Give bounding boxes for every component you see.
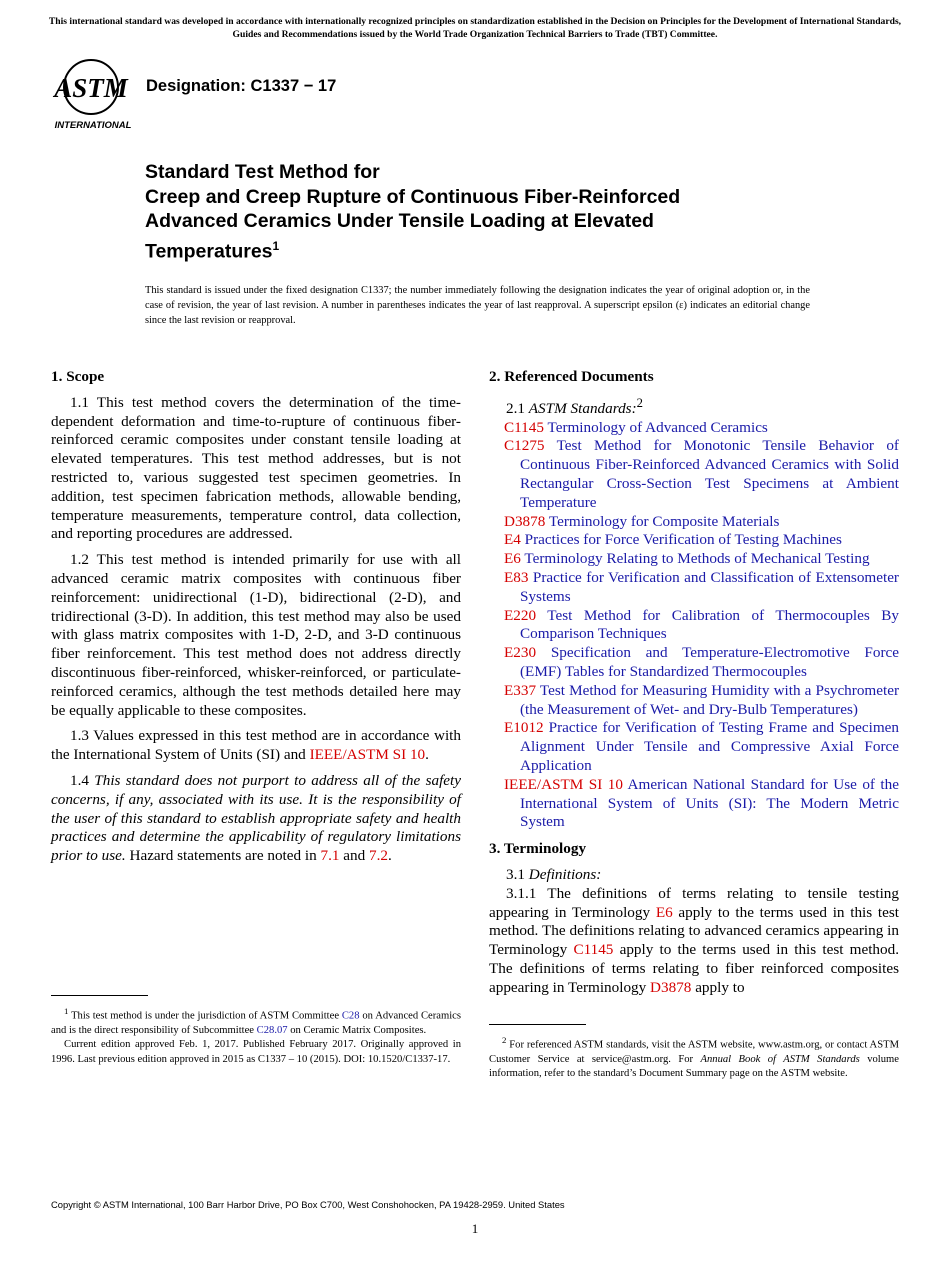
reference-code-link[interactable]: E230 bbox=[504, 644, 537, 662]
reference-code-link[interactable]: E6 bbox=[504, 550, 521, 568]
link-c28[interactable]: C28 bbox=[341, 1010, 360, 1022]
issued-note: This standard is issued under the fixed designation C1337; the number immediately following the designation indicates the year of original adoption or, in the case of revision, the year of last revision. A number in parentheses indicates the year of last reapproval. A superscript epsilon (ε) indicates an editorial change since the last revision or reapproval. bbox=[145, 285, 810, 326]
astm-logo-icon bbox=[52, 57, 136, 133]
reference-item bbox=[489, 682, 899, 720]
reference-item bbox=[489, 776, 899, 832]
reference-list bbox=[489, 419, 899, 833]
link-7-2[interactable]: 7.2 bbox=[369, 847, 389, 865]
paragraph-1-4: 1.4 This standard does not purport to address all of the safety concerns, if any, associated with its use. It is the responsibility of the user of this standard to establish appropriate safety and health practices and determine the applicability of regulatory limitations prior to use. Hazard statements are noted in 7.1 and 7.2. bbox=[51, 771, 461, 865]
left-column bbox=[51, 368, 461, 873]
copyright-line: Copyright © ASTM International, 100 Barr Harbor Drive, PO Box C700, West Conshohocken, PA 19428-2959. United States bbox=[51, 1199, 565, 1210]
footnote-rule bbox=[51, 995, 148, 996]
title-line: Standard Test Method for bbox=[145, 161, 380, 183]
logo-letters: ASTM bbox=[54, 73, 128, 103]
paragraph-1-1: 1.1 This test method covers the determination of the time-dependent deformation and time-to-rupture of continuous fiber-reinforced ceramic composites under constant tensile loading at elevated temperatures. This test method addresses, but is not restricted to, various suggested test specimen geometries. In addition, test specimen fabrication methods, allowable bending, temperature measurements, temperature control, data collection, and reporting procedures are addressed. bbox=[51, 393, 461, 543]
reference-item bbox=[489, 437, 899, 512]
reference-code-link[interactable]: C1275 bbox=[504, 437, 545, 455]
reference-item bbox=[489, 719, 899, 775]
reference-title-link[interactable]: Practice for Verification and Classification of Extensometer Systems bbox=[520, 569, 899, 605]
reference-code-link[interactable]: D3878 bbox=[504, 512, 546, 530]
reference-code-link[interactable]: E220 bbox=[504, 606, 537, 624]
title-line: Creep and Creep Rupture of Continuous Fiber-Reinforced bbox=[145, 185, 681, 208]
link-ieee-astm-si-10[interactable]: IEEE/ASTM SI 10 bbox=[309, 746, 426, 764]
reference-item bbox=[489, 550, 899, 569]
reference-title-link[interactable]: Test Method for Measuring Humidity with a Psychrometer (the Measurement of Wet- and Dry-Bulb Temperatures) bbox=[520, 681, 900, 718]
footnote-1-edition: Current edition approved Feb. 1, 2017. Published February 2017. Originally approved in 1996. Last previous edition approved in 2015 as C1337 – 10 (2015). DOI: 10.1520/C1337-17. bbox=[51, 1039, 461, 1065]
designation: Designation: C1337 − 17 bbox=[146, 77, 337, 95]
paragraph-3-1-1: 3.1.1 The definitions of terms relating to tensile testing appearing in Terminology E6 apply to the terms used in this test method. The definitions relating to advanced ceramics appearing in Terminology C1145 apply to the terms used in this test method. The definitions of terms relating to fiber reinforced composites appearing in Terminology D3878 apply to bbox=[489, 884, 899, 996]
reference-item bbox=[489, 644, 899, 682]
page-number: 1 bbox=[471, 1221, 479, 1236]
section-heading-referenced-documents: 2. Referenced Documents bbox=[489, 368, 654, 385]
link-d3878[interactable]: D3878 bbox=[650, 978, 692, 996]
reference-code-link[interactable]: E337 bbox=[504, 681, 537, 699]
link-7-1[interactable]: 7.1 bbox=[320, 847, 340, 865]
reference-title-link[interactable]: Terminology of Advanced Ceramics bbox=[547, 418, 768, 436]
reference-code-link[interactable]: IEEE/ASTM SI 10 bbox=[504, 775, 623, 793]
title-line: Temperatures$^1$ bbox=[145, 238, 280, 262]
reference-title-link[interactable]: Specification and Temperature-Electromotive Force (EMF) Tables for Standardized Thermocouples bbox=[520, 644, 900, 681]
reference-title-link[interactable]: Terminology for Composite Materials bbox=[548, 512, 780, 530]
paragraph-1-2: 1.2 This test method is intended primarily for use with all advanced ceramic matrix composites with continuous fiber reinforcement: unidirectional (1-D), bidirectional (2-D), and tridirectional (3-D). In addition, this test method may also be used with glass matrix composites with 1-D, 2-D, and 3-D continuous fiber reinforcement. This test method does not address directly discontinuous fiber-reinforced, whisker-reinforced, or particulate-reinforced ceramics, although the test methods detailed here may be equally applicable to these composites. bbox=[51, 551, 461, 719]
reference-code-link[interactable]: E83 bbox=[504, 569, 529, 587]
reference-code-link[interactable]: C1145 bbox=[504, 418, 544, 436]
title-line: Advanced Ceramics Under Tensile Loading at Elevated bbox=[145, 210, 654, 232]
document-title bbox=[145, 160, 845, 264]
link-e6[interactable]: E6 bbox=[655, 903, 673, 921]
reference-item bbox=[489, 531, 899, 550]
reference-item bbox=[489, 419, 899, 438]
reference-title-link[interactable]: Terminology Relating to Methods of Mechanical Testing bbox=[524, 550, 870, 568]
reference-code-link[interactable]: E1012 bbox=[504, 719, 544, 737]
reference-item bbox=[489, 569, 899, 607]
subsection-3-1: 3.1 Definitions: bbox=[506, 865, 602, 883]
footnote-2: $^2$ For referenced ASTM standards, visit the ASTM website, www.astm.org, or contact ASTM Customer Service at service@astm.org. For Annual Book of ASTM Standards volume information, refer to the standard’s Document Summary page on the ASTM website. bbox=[489, 1035, 899, 1080]
reference-title-link[interactable]: Practice for Verification of Testing Frame and Specimen Alignment Under Tensile and Compressive Axial Force Application bbox=[520, 719, 899, 774]
top-notice: This international standard was developed in accordance with internationally recognized principles on standardization established in the Decision on Principles for the Development of International Standards, Guides and Recommendations issued by the World Trade Organization Technical Barriers to Trade (TBT) Committee. bbox=[48, 16, 902, 40]
right-column bbox=[489, 368, 899, 1005]
title-footnote-mark[interactable]: 1 bbox=[272, 238, 280, 253]
section-heading-terminology: 3. Terminology bbox=[489, 840, 587, 858]
reference-item bbox=[489, 607, 899, 645]
footnote-1: $^1$ This test method is under the jurisdiction of ASTM Committee C28 on Advanced Ceramics and is the direct responsibility of Subcommittee C28.07 on Ceramic Matrix Composites. Current edition approved Feb. 1, 2017. Published February 2017. Originally approved in 1996. Last previous edition approved in 2015 as C1337 – 10 (2015). DOI: 10.1520/C1337-17. bbox=[51, 1004, 461, 1067]
reference-title-link[interactable]: Practices for Force Verification of Testing Machines bbox=[524, 531, 842, 549]
reference-title-link[interactable]: Test Method for Calibration of Thermocouples By Comparison Techniques bbox=[520, 606, 899, 643]
subsection-2-1: 2.1 ASTM Standards:$^2$ bbox=[506, 395, 643, 417]
footnote-rule bbox=[489, 1024, 586, 1025]
reference-code-link[interactable]: E4 bbox=[504, 531, 521, 549]
reference-title-link[interactable]: American National Standard for Use of the International System of Units (SI): The Modern Metric System bbox=[520, 775, 899, 831]
reference-item bbox=[489, 513, 899, 532]
link-c1145[interactable]: C1145 bbox=[573, 941, 614, 959]
link-c28-07[interactable]: C28.07 bbox=[256, 1024, 288, 1036]
logo-sub: INTERNATIONAL bbox=[54, 120, 132, 131]
section-heading-scope: 1. Scope bbox=[51, 368, 105, 385]
paragraph-1-3: 1.3 Values expressed in this test method are in accordance with the International System of Units (SI) and IEEE/ASTM SI 10. bbox=[51, 727, 461, 764]
astm-logo bbox=[52, 57, 136, 133]
reference-title-link[interactable]: Test Method for Monotonic Tensile Behavior of Continuous Fiber-Reinforced Advanced Ceramics with Solid Rectangular Cross-Section Test Specimens at Ambient Temperature bbox=[520, 437, 899, 511]
